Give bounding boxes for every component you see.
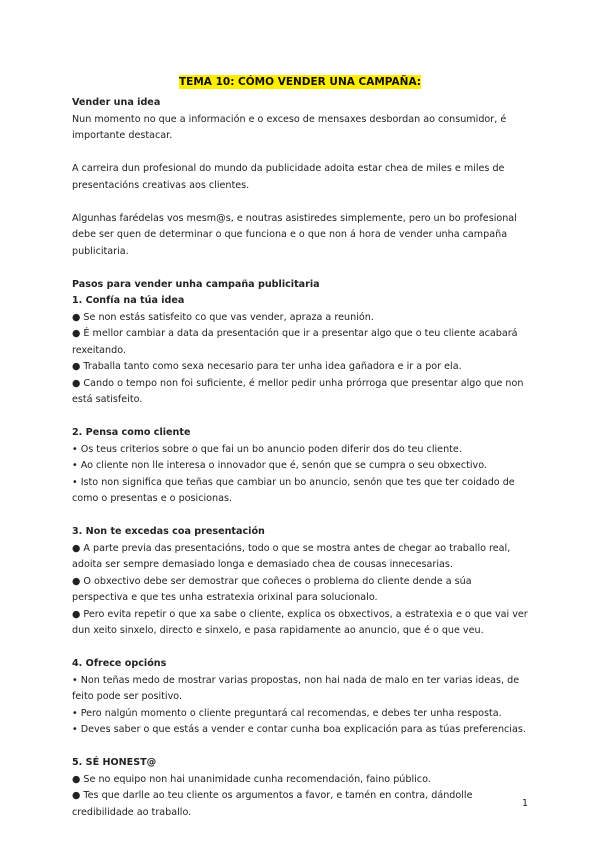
- list-item: ● Se no equipo non hai unanimidade cunha recomendación, faino público.: [72, 773, 431, 785]
- list-item: • Ao cliente non lle interesa o innovador que é, senón que se cumpra o seu obxectivo.: [72, 460, 487, 471]
- list-item: • Isto non significa que teñas que cambiar un bo anuncio, senón que tes que ter coidado de como o presentas e o posicionas.: [72, 476, 515, 504]
- section-title: 2. Pensa como cliente: [72, 427, 191, 438]
- list-item: ● O obxectivo debe ser demostrar que coñeces o problema do cliente dende a súa perspectiva e que tes unha estratexia orixinal para solucionalo.: [72, 575, 472, 603]
- list-item: ● Tes que darlle ao teu cliente os argumentos a favor, e tamén en contra, dándolle credibilidade ao traballo.: [72, 790, 473, 818]
- list-item: ● Se non estás satisfeito co que vas vender, apraza a reunión.: [72, 311, 374, 323]
- title-wrap: [72, 70, 528, 89]
- intro-paragraph: Nun momento no que a información e o exceso de mensaxes desbordan ao consumidor, é importante destacar.: [72, 113, 507, 141]
- list-item: • Non teñas medo de mostrar varias propostas, non hai nada de malo en ter varias ideas, de feito pode ser positivo.: [72, 674, 520, 702]
- intro-heading: Vender una idea: [72, 97, 161, 108]
- page-title: TEMA 10: CÓMO VENDER UNA CAMPAÑA:: [179, 76, 421, 88]
- intro-paragraph: A carreira dun profesional do mundo da publicidade adoita estar chea de miles e miles de presentacións creativas aos clientes.: [72, 163, 505, 191]
- section-title: 5. SÉ HONEST@: [72, 757, 157, 768]
- page-number: 1: [521, 798, 528, 809]
- list-item: ● Cando o tempo non foi suficiente, é mellor pedir unha prórroga que presentar algo que non está satisfeito.: [72, 377, 524, 405]
- section-title: 4. Ofrece opcións: [72, 658, 167, 669]
- list-item: • Deves saber o que estás a vender e contar cunha boa explicación para as túas preferencias.: [72, 724, 526, 735]
- steps-heading: Pasos para vender unha campaña publicitaria: [72, 278, 320, 290]
- list-item: • Os teus criterios sobre o que fai un bo anuncio poden diferir dos do teu cliente.: [72, 443, 462, 455]
- section-title: 1. Confía na túa idea: [72, 295, 185, 306]
- list-item: ● Traballa tanto como sexa necesario para ter unha idea gañadora e ir a por ela.: [72, 361, 462, 372]
- list-item: • Pero nalgún momento o cliente preguntará cal recomendas, e debes ter unha resposta.: [72, 707, 502, 719]
- list-item: ● É mellor cambiar a data da presentación que ir a presentar algo que o teu cliente acabará rexeitando.: [72, 328, 518, 356]
- intro-paragraph: Algunhas farédelas vos mesm@s, e noutras asistiredes simplemente, pero un bo profesional debe ser quen de determinar o que funciona e o que non á hora de vender unha campaña publicitaria.: [72, 212, 517, 257]
- list-item: ● A parte previa das presentacións, todo o que se mostra antes de chegar ao traballo real, adoita ser sempre demasiado longa e demasiado chea de cousas innecesarias.: [72, 542, 511, 570]
- section-title: 3. Non te excedas coa presentación: [72, 526, 265, 537]
- list-item: ● Pero evita repetir o que xa sabe o cliente, explica os obxectivos, a estratexia e o que vai ver dun xeito sinxelo, directo e sinxelo, e pasa rapidamente ao anuncio, que é o que veu.: [72, 608, 528, 636]
